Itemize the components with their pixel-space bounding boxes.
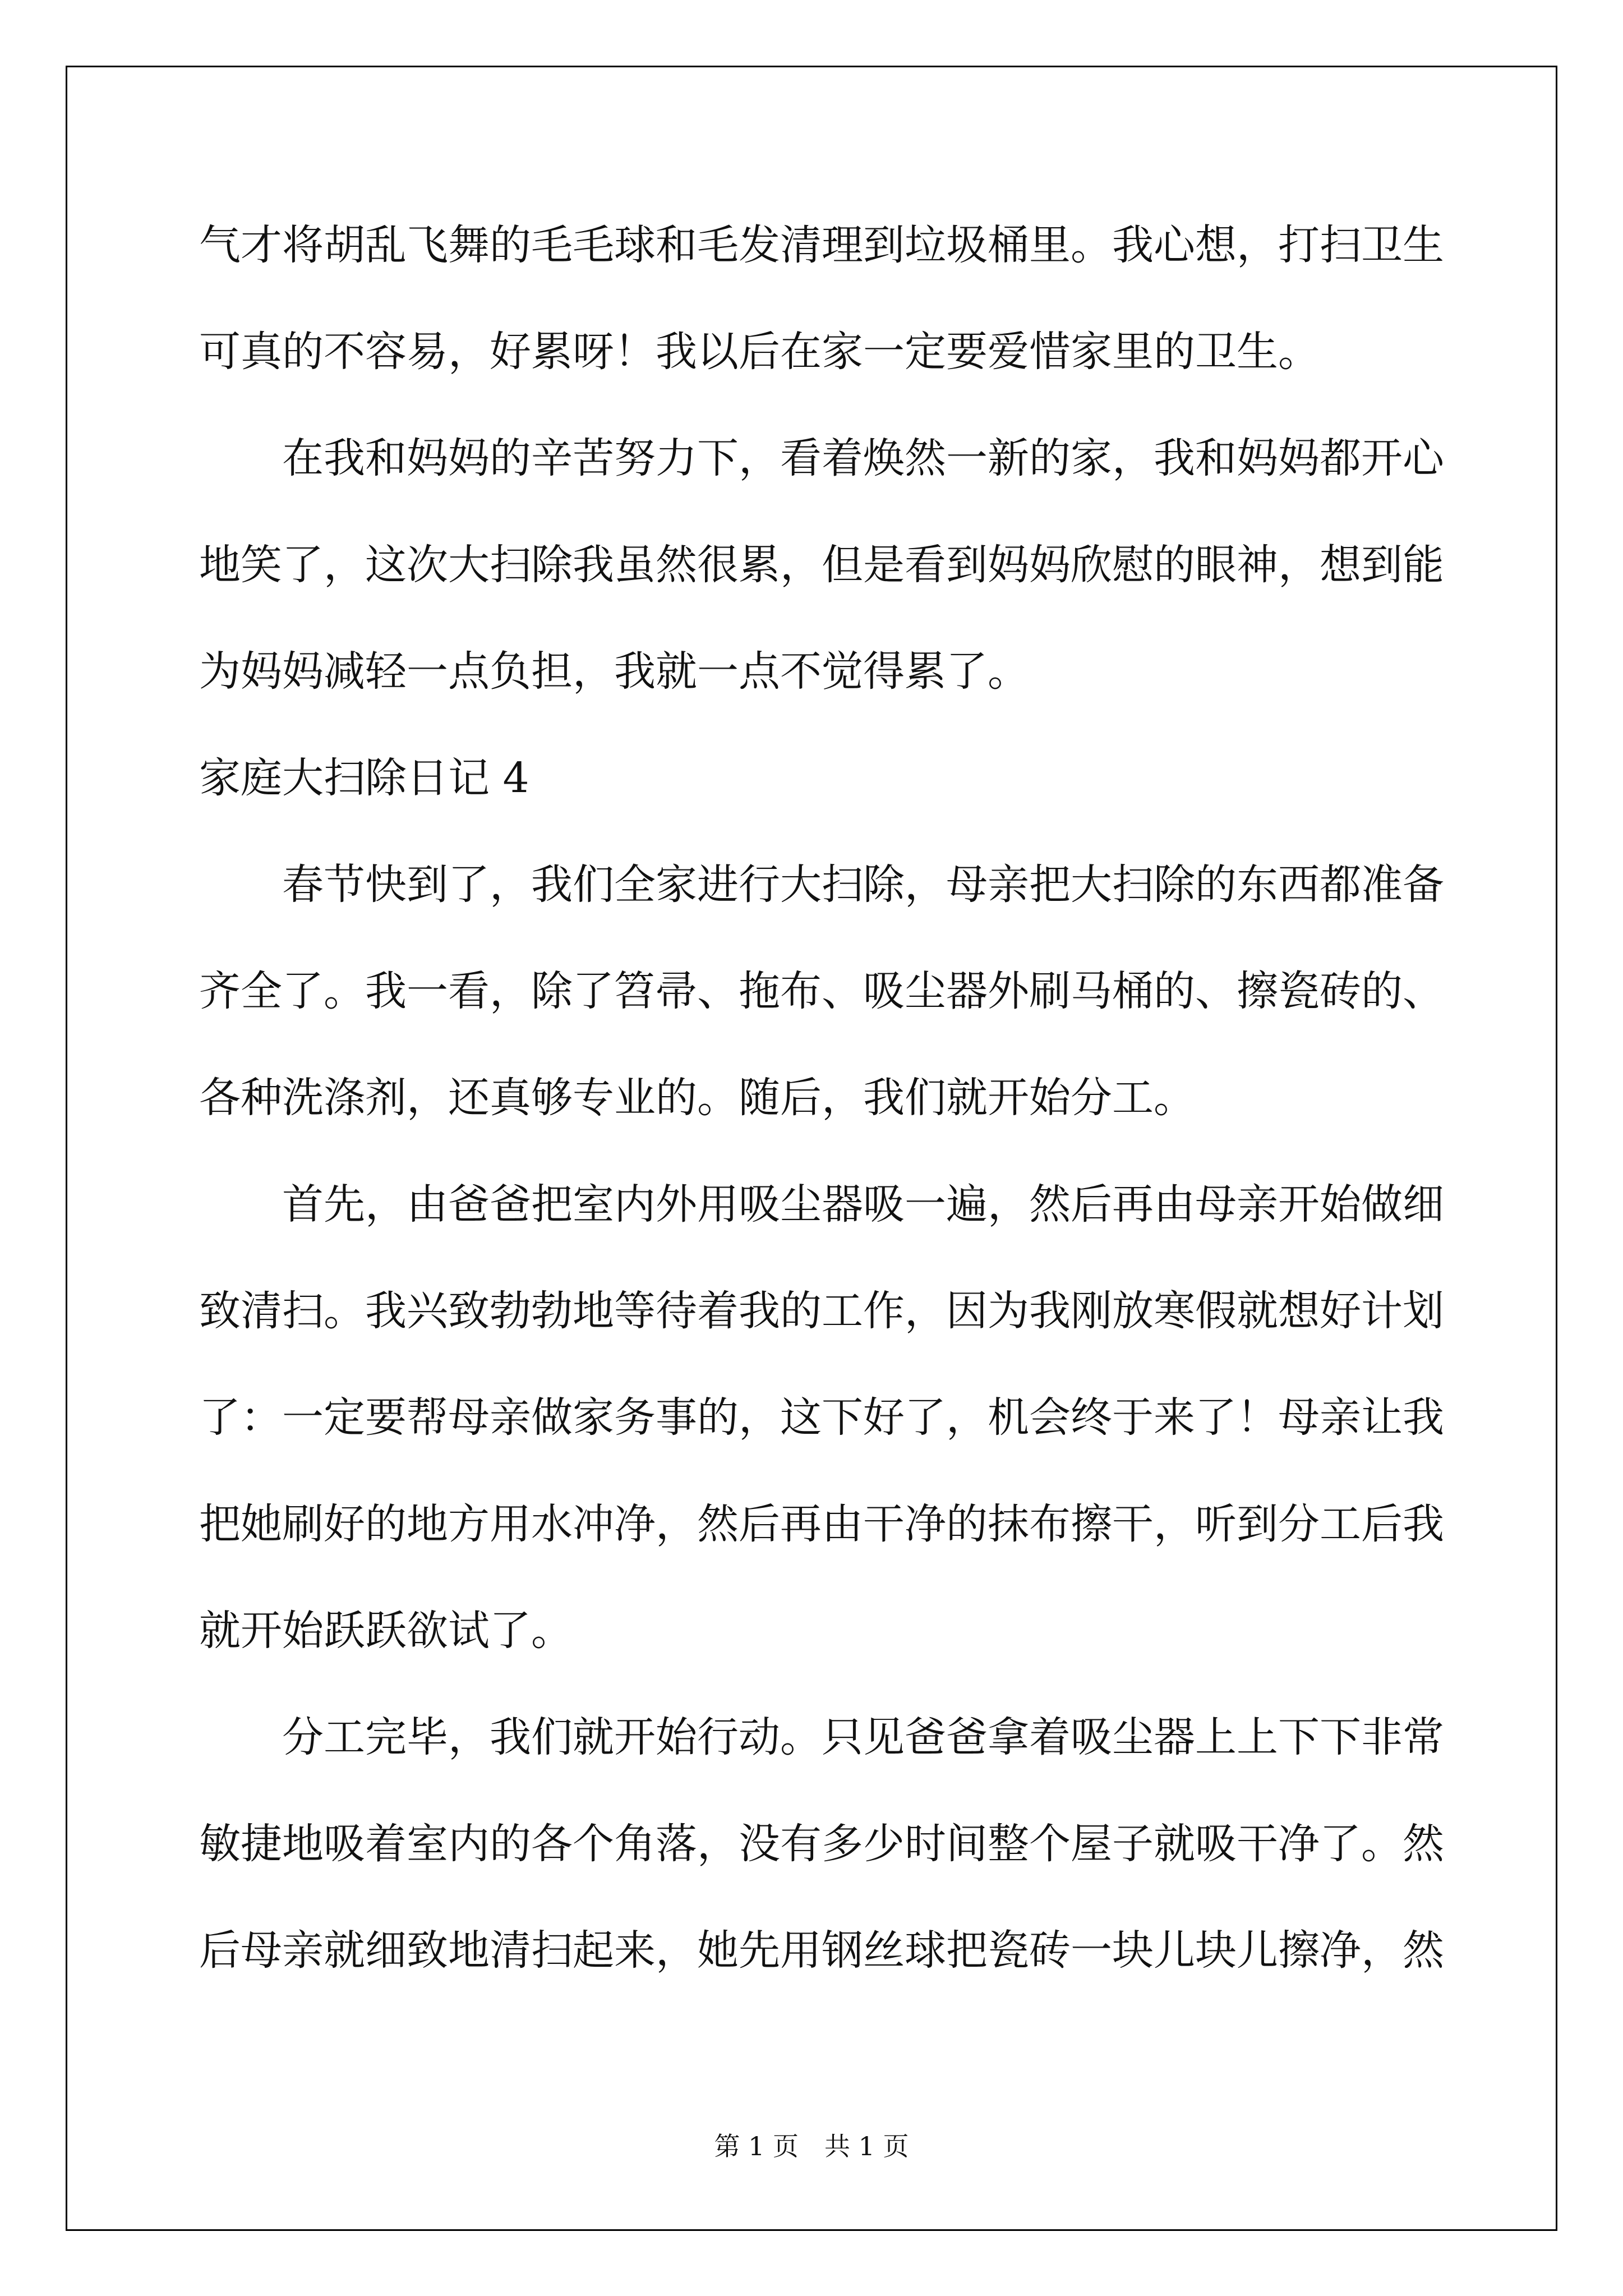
text-line: 致清扫。我兴致勃勃地等待着我的工作，因为我刚放寒假就想好计划 — [199, 1287, 1444, 1335]
text-line: 就开始跃跃欲试了。 — [199, 1607, 573, 1655]
text-line: 春节快到了，我们全家进行大扫除，母亲把大扫除的东西都准备 — [282, 861, 1444, 909]
text-line: 齐全了。我一看，除了笤帚、拖布、吸尘器外刷马桶的、擦瓷砖的、 — [199, 967, 1444, 1015]
text-line: 可真的不容易，好累呀！我以后在家一定要爱惜家里的卫生。 — [199, 328, 1320, 376]
section-heading: 家庭大扫除日记 4 — [199, 754, 529, 802]
text-line: 后母亲就细致地清扫起来，她先用钢丝球把瓷砖一块儿块儿擦净，然 — [199, 1926, 1444, 1975]
text-line: 了：一定要帮母亲做家务事的，这下好了，机会终于来了！母亲让我 — [199, 1393, 1444, 1442]
page-border — [66, 66, 1557, 2231]
text-line: 在我和妈妈的辛苦努力下，看着焕然一新的家，我和妈妈都开心 — [282, 434, 1444, 482]
text-line: 各种洗涤剂，还真够专业的。随后，我们就开始分工。 — [199, 1074, 1195, 1122]
text-line: 把她刷好的地方用水冲净，然后再由干净的抹布擦干，听到分工后我 — [199, 1500, 1444, 1548]
text-line: 首先，由爸爸把室内外用吸尘器吸一遍，然后再由母亲开始做细 — [282, 1180, 1444, 1228]
text-line: 气才将胡乱飞舞的毛毛球和毛发清理到垃圾桶里。我心想，打扫卫生 — [199, 221, 1444, 269]
page-number-footer: 第 1 页 共 1 页 — [714, 2131, 909, 2161]
text-line: 地笑了，这次大扫除我虽然很累，但是看到妈妈欣慰的眼神，想到能 — [199, 541, 1444, 589]
text-line: 分工完毕，我们就开始行动。只见爸爸拿着吸尘器上上下下非常 — [282, 1713, 1444, 1761]
text-line: 敏捷地吸着室内的各个角落，没有多少时间整个屋子就吸干净了。然 — [199, 1820, 1444, 1868]
text-line: 为妈妈减轻一点负担，我就一点不觉得累了。 — [199, 647, 1029, 696]
